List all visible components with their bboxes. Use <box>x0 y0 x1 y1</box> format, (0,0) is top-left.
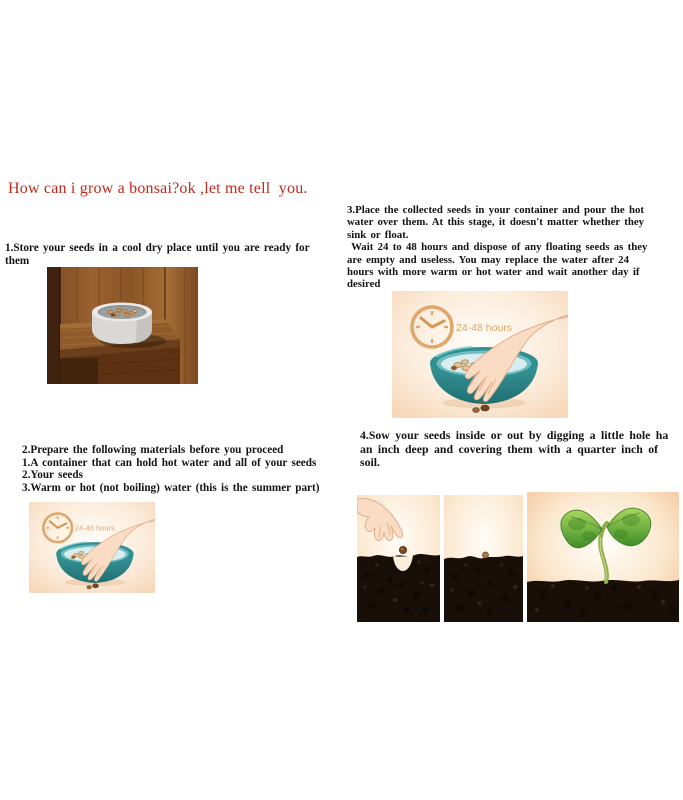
step-4-text <box>360 429 668 470</box>
text-line: soil. <box>360 455 380 470</box>
planted-seed <box>483 552 489 558</box>
step-3-text <box>347 204 647 291</box>
soak-illustration-small <box>29 502 155 593</box>
text-line: 4.Sow your seeds inside or out by digging a little hole ha <box>360 428 669 442</box>
sow-seed-scene <box>357 495 440 622</box>
text-line: them <box>5 255 30 267</box>
soak-duration-label: 24-48 hours <box>456 322 513 334</box>
soak-scene <box>392 291 568 418</box>
text-line: are empty and useless. You may replace the water after 24 <box>347 253 629 266</box>
cover-seed-scene <box>444 495 523 622</box>
sprout-panel <box>527 492 679 622</box>
cover-seed-panel <box>444 495 523 622</box>
text-line: 3.Place the collected seeds in your container and pour the hot <box>347 204 645 216</box>
step-1-text <box>5 242 310 268</box>
clock-icon <box>43 513 72 542</box>
page-title: How can i grow a bonsai?ok ,let me tell you. <box>8 180 308 197</box>
soak-scene <box>29 502 155 593</box>
text-line: Wait 24 to 48 hours and dispose of any floating seeds as they <box>347 241 648 254</box>
step-2-text <box>22 444 319 494</box>
soak-illustration-large <box>392 291 568 418</box>
soak-duration-label: 24-48 hours <box>74 523 115 533</box>
text-line: sink or float. <box>347 228 409 241</box>
text-line: 1.Store your seeds in a cool dry place until you are ready for <box>5 242 310 254</box>
seed-bowl-photo <box>47 267 198 384</box>
text-line: 3.Warm or hot (not boiling) water (this is the summer part) <box>22 481 320 494</box>
sprout-scene <box>527 492 679 622</box>
text-line: water over them. At this stage, it doesn't matter whether they <box>347 216 645 229</box>
text-line: desired <box>347 278 381 291</box>
text-line: an inch deep and covering them with a quarter inch of <box>360 441 659 456</box>
text-line: hours with more warm or hot water and wait another day if <box>347 266 640 279</box>
wood-shelf-illustration <box>47 267 198 384</box>
text-line: 2.Your seeds <box>22 469 83 481</box>
falling-seed <box>399 546 406 553</box>
clock-icon <box>412 307 452 347</box>
sow-seed-panel <box>357 495 440 622</box>
text-line: 2.Prepare the following materials before you proceed <box>22 444 284 456</box>
text-line: 1.A container that can hold hot water and all of your seeds <box>22 456 317 469</box>
